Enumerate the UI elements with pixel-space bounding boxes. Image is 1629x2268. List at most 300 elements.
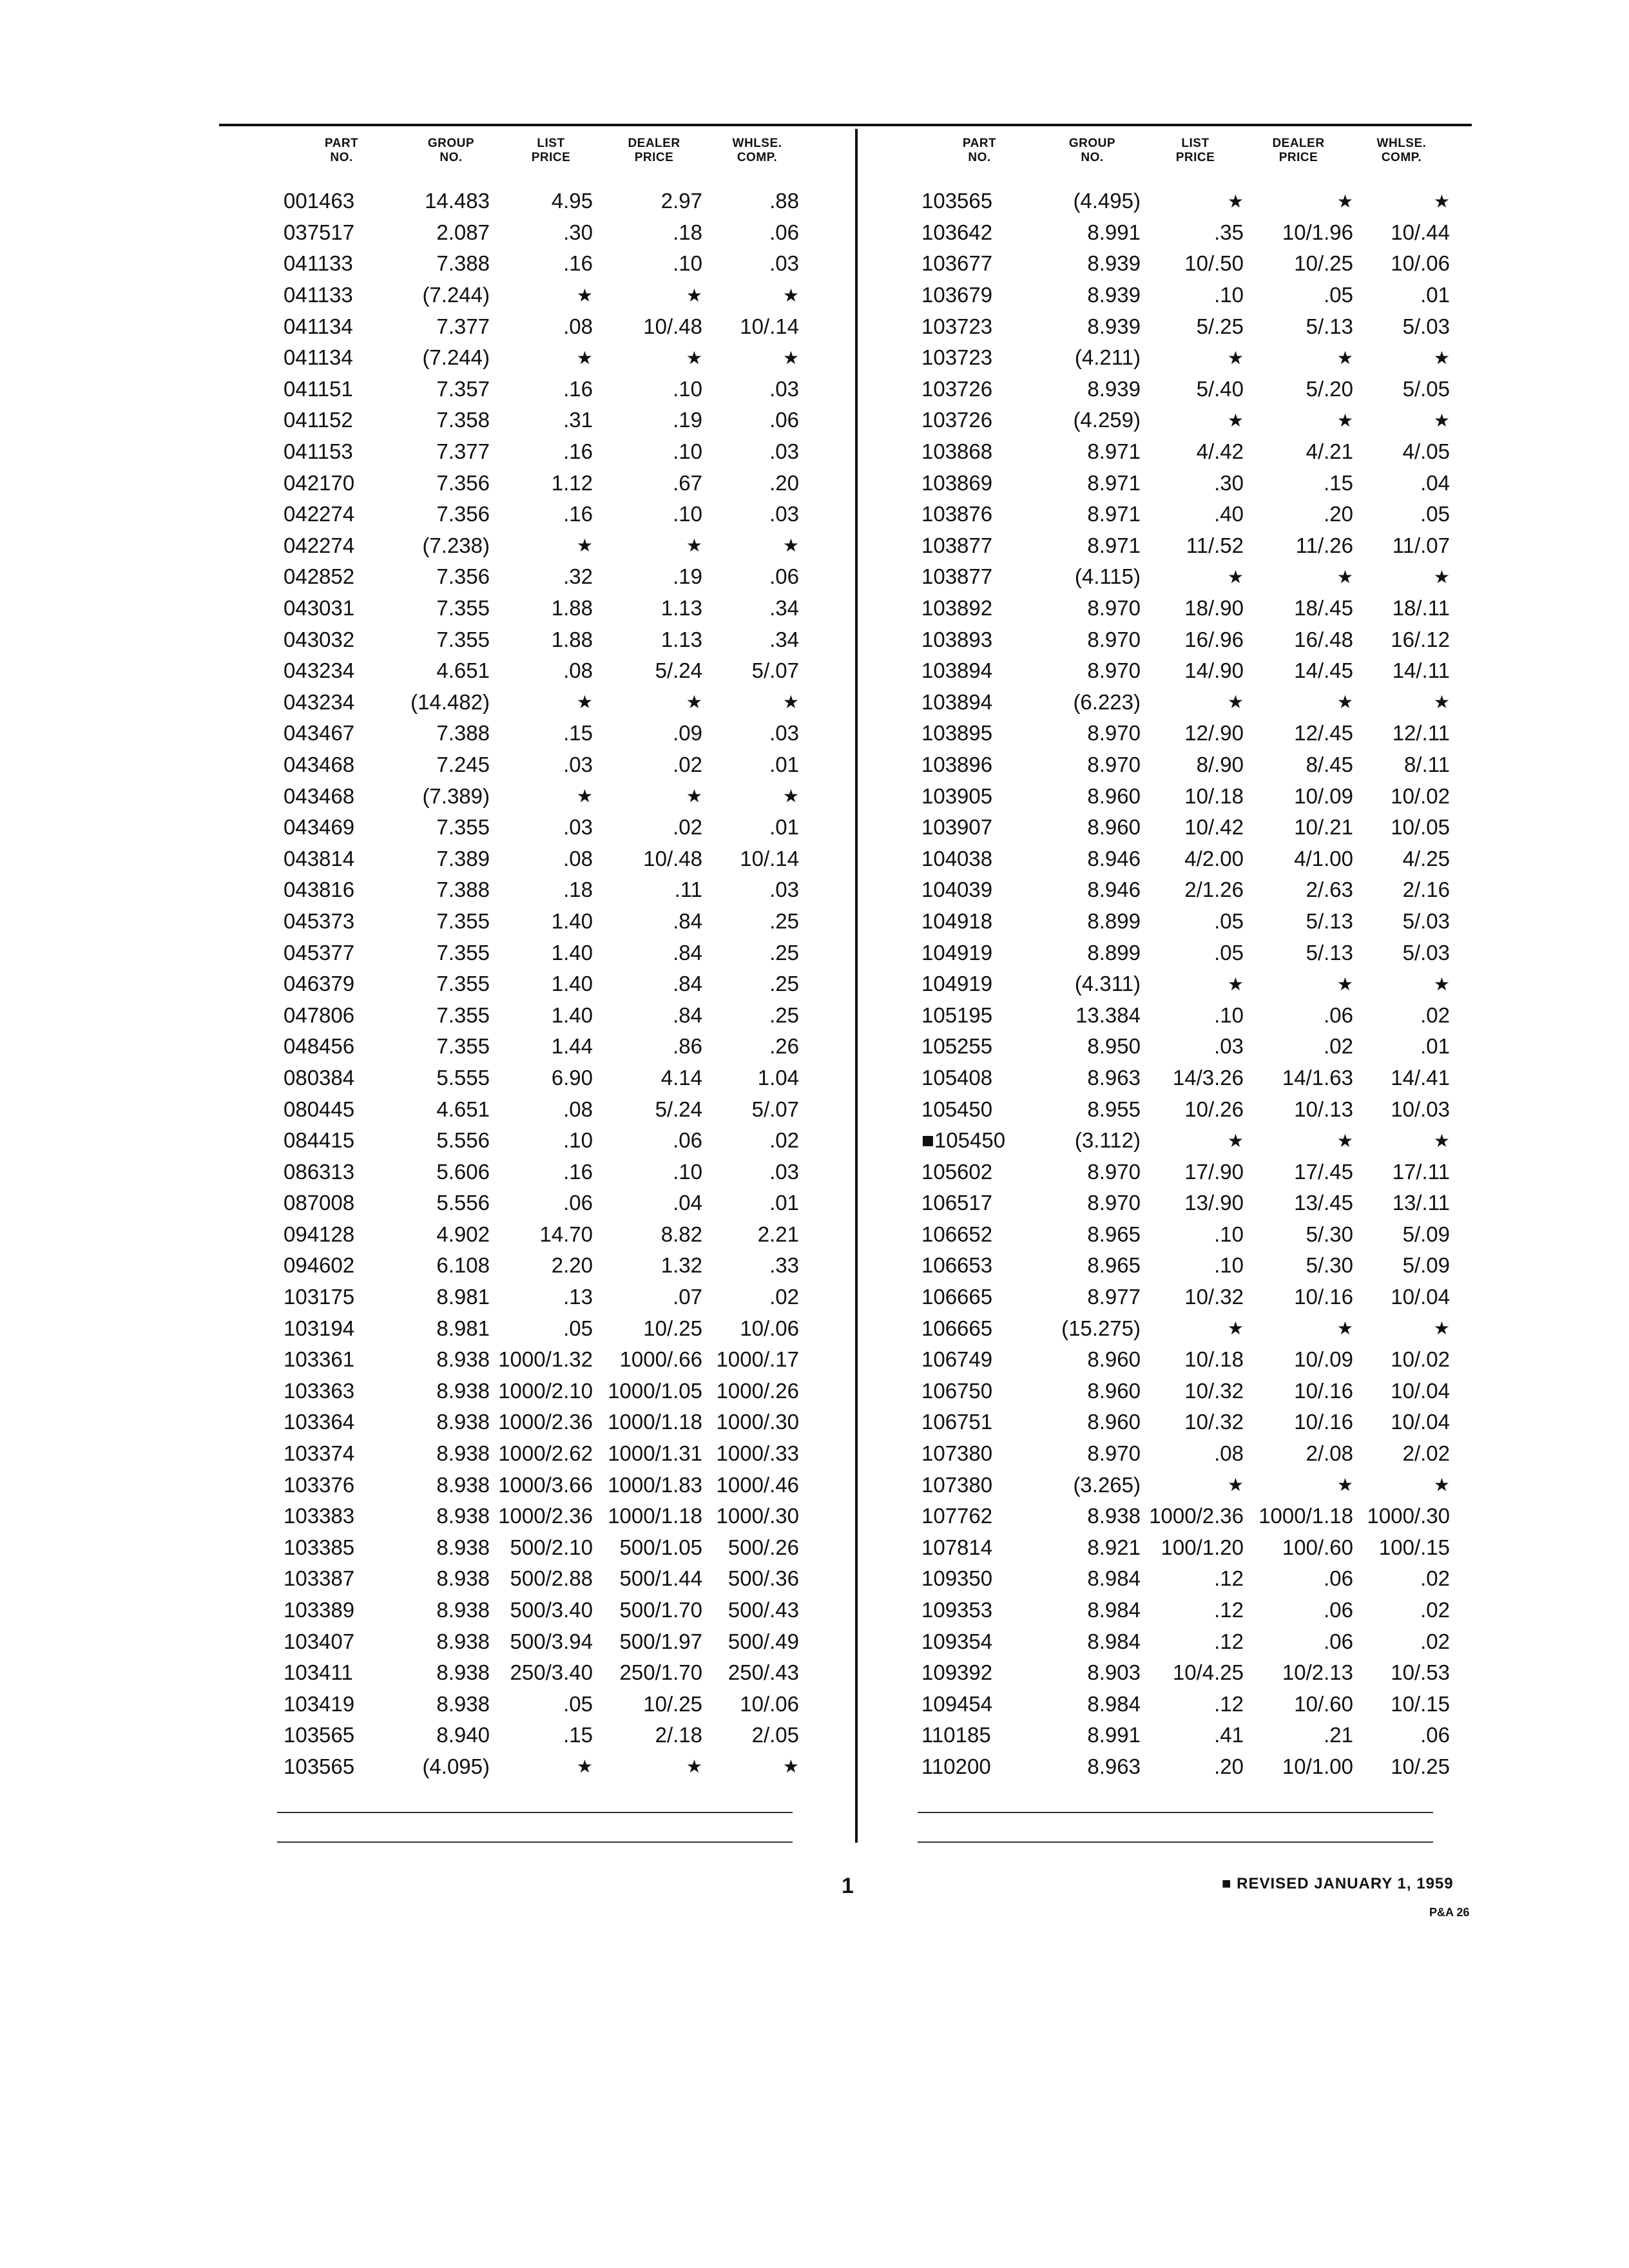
whlse-comp-cell: .06 bbox=[769, 220, 799, 244]
list-price-cell: .30 bbox=[563, 220, 593, 244]
list-price-cell: 10/.18 bbox=[1184, 1347, 1244, 1372]
list-price-cell: ★ bbox=[576, 786, 593, 807]
table-row bbox=[921, 999, 1450, 1031]
table-row bbox=[921, 843, 1450, 874]
dealer-price-cell: 10/.48 bbox=[643, 846, 702, 870]
list-price-cell: .16 bbox=[563, 1159, 593, 1184]
part-no-cell: 103565 bbox=[921, 189, 993, 213]
group-no-cell: 7.355 bbox=[436, 972, 490, 996]
group-no-cell: 8.946 bbox=[1087, 846, 1141, 870]
dealer-price-cell: 5/.24 bbox=[655, 1097, 702, 1121]
whlse-comp-cell: ★ bbox=[1433, 347, 1450, 368]
part-no-cell: 094128 bbox=[284, 1222, 355, 1246]
whlse-comp-cell: .26 bbox=[769, 1034, 799, 1059]
part-no-cell: 042274 bbox=[284, 533, 355, 557]
left-bottom-rule-1 bbox=[277, 1812, 793, 1813]
group-no-cell: 8.938 bbox=[436, 1472, 490, 1497]
list-price-cell: 2.20 bbox=[551, 1253, 593, 1278]
dealer-price-cell: .02 bbox=[673, 815, 702, 840]
dealer-price-cell: 5/.13 bbox=[1306, 314, 1353, 338]
whlse-comp-cell: 17/.11 bbox=[1392, 1159, 1450, 1184]
table-row bbox=[921, 687, 1450, 718]
whlse-comp-cell: .34 bbox=[769, 596, 799, 620]
whlse-comp-cell: 10/.14 bbox=[740, 314, 799, 338]
group-no-cell: 8.938 bbox=[436, 1504, 490, 1528]
part-no-cell: 103896 bbox=[921, 752, 993, 776]
list-price-cell: 4.95 bbox=[551, 189, 593, 213]
dealer-price-cell: 2.97 bbox=[660, 189, 702, 213]
table-row bbox=[284, 1720, 805, 1751]
dealer-price-cell: 500/1.97 bbox=[619, 1629, 702, 1653]
dealer-price-cell: ★ bbox=[1336, 692, 1353, 713]
group-no-cell: 8.970 bbox=[1087, 1441, 1141, 1466]
whlse-comp-cell: 10/.06 bbox=[740, 1691, 799, 1716]
part-no-cell: 043814 bbox=[284, 846, 355, 870]
list-price-cell: ★ bbox=[1227, 191, 1244, 211]
dealer-price-cell: 500/1.44 bbox=[619, 1566, 702, 1591]
list-price-cell: 500/2.88 bbox=[510, 1566, 593, 1591]
group-no-cell: 8.940 bbox=[436, 1723, 490, 1747]
group-no-cell: 8.971 bbox=[1087, 470, 1141, 495]
dealer-price-cell: .06 bbox=[1324, 1566, 1353, 1591]
table-row bbox=[921, 749, 1450, 781]
part-no-cell: 041133 bbox=[284, 251, 353, 276]
part-no-cell: 104918 bbox=[921, 908, 993, 933]
part-no-cell: 043816 bbox=[284, 878, 355, 902]
whlse-comp-cell: 10/.04 bbox=[1391, 1285, 1450, 1309]
dealer-price-cell: 8.82 bbox=[660, 1222, 702, 1246]
table-row bbox=[284, 467, 805, 499]
group-no-cell: 7.358 bbox=[436, 408, 490, 432]
dealer-price-cell: .05 bbox=[1324, 283, 1353, 307]
header-list-price: LIST PRICE bbox=[531, 137, 571, 164]
list-price-cell: 12/.90 bbox=[1184, 721, 1244, 745]
dealer-price-cell: 1.32 bbox=[660, 1253, 702, 1278]
list-price-cell: .03 bbox=[563, 815, 593, 840]
table-row bbox=[284, 436, 805, 468]
list-price-cell: .12 bbox=[1214, 1566, 1244, 1591]
whlse-comp-cell: 1000/.30 bbox=[716, 1410, 799, 1434]
whlse-comp-cell: 1000/.26 bbox=[716, 1378, 799, 1403]
whlse-comp-cell: 11/.07 bbox=[1392, 533, 1450, 557]
whlse-comp-cell: .01 bbox=[769, 1191, 799, 1215]
dealer-price-cell: 500/1.70 bbox=[619, 1598, 702, 1622]
group-no-cell: 8.938 bbox=[1087, 1504, 1141, 1528]
dealer-price-cell: .02 bbox=[1324, 1034, 1353, 1059]
list-price-cell: 1.88 bbox=[551, 627, 593, 651]
part-no-cell: 109454 bbox=[921, 1691, 993, 1716]
dealer-price-cell: 10/.16 bbox=[1294, 1285, 1353, 1309]
group-no-cell: 8.939 bbox=[1087, 283, 1141, 307]
whlse-comp-cell: .20 bbox=[769, 470, 799, 495]
group-no-cell: 7.355 bbox=[436, 815, 490, 840]
dealer-price-cell: .09 bbox=[673, 721, 702, 745]
whlse-comp-cell: 10/.04 bbox=[1391, 1378, 1450, 1403]
group-no-cell: 8.960 bbox=[1087, 1347, 1141, 1372]
left-price-table bbox=[284, 137, 805, 1782]
whlse-comp-cell: 10/.02 bbox=[1391, 783, 1450, 808]
part-no-cell: 048456 bbox=[284, 1034, 355, 1059]
dealer-price-cell: ★ bbox=[1336, 410, 1353, 430]
part-no-cell: 106665 bbox=[921, 1285, 993, 1309]
part-no-cell: 103894 bbox=[921, 658, 993, 683]
table-row bbox=[284, 311, 805, 342]
table-row bbox=[921, 1407, 1450, 1438]
part-no-cell: 106653 bbox=[921, 1253, 993, 1278]
group-no-cell: 5.555 bbox=[436, 1065, 490, 1090]
part-no-cell: 103364 bbox=[284, 1410, 355, 1434]
whlse-comp-cell: .03 bbox=[769, 721, 799, 745]
part-no-cell: 041153 bbox=[284, 439, 353, 464]
part-no-cell: 103194 bbox=[284, 1316, 355, 1340]
dealer-price-cell: 10/.25 bbox=[643, 1316, 702, 1340]
dealer-price-cell: .06 bbox=[1324, 1003, 1353, 1027]
part-no-cell: 110185 bbox=[921, 1723, 991, 1747]
whlse-comp-cell: .25 bbox=[769, 1003, 799, 1027]
list-price-cell: 10/4.25 bbox=[1172, 1660, 1244, 1685]
whlse-comp-cell: ★ bbox=[1433, 191, 1450, 211]
group-no-cell: 8.970 bbox=[1087, 658, 1141, 683]
part-no-cell: 103677 bbox=[921, 251, 993, 276]
whlse-comp-cell: ★ bbox=[782, 692, 799, 713]
top-rule bbox=[219, 124, 1472, 126]
part-no-cell: 103383 bbox=[284, 1504, 355, 1528]
dealer-price-cell: 1000/1.83 bbox=[608, 1472, 702, 1497]
group-no-cell: 7.389 bbox=[436, 846, 490, 870]
list-price-cell: 1000/1.32 bbox=[498, 1347, 593, 1372]
table-row bbox=[284, 1031, 805, 1062]
part-no-cell: 080384 bbox=[284, 1065, 355, 1090]
table-row bbox=[284, 937, 805, 968]
part-no-cell: 105450 bbox=[921, 1097, 993, 1121]
whlse-comp-cell: .06 bbox=[769, 408, 799, 432]
dealer-price-cell: 5/.30 bbox=[1306, 1222, 1353, 1246]
dealer-price-cell: ★ bbox=[686, 786, 702, 807]
part-no-cell: 041134 bbox=[284, 314, 353, 338]
group-no-cell: 8.977 bbox=[1087, 1285, 1141, 1309]
dealer-price-cell: .67 bbox=[673, 470, 702, 495]
group-no-cell: 8.939 bbox=[1087, 251, 1141, 276]
group-no-cell: 8.938 bbox=[436, 1410, 490, 1434]
table-row bbox=[284, 593, 805, 624]
part-no-cell: 103894 bbox=[921, 689, 993, 714]
list-price-cell: 8/.90 bbox=[1196, 752, 1244, 776]
group-no-cell: 7.355 bbox=[436, 1034, 490, 1059]
group-no-cell: 7.377 bbox=[436, 439, 490, 464]
whlse-comp-cell: .33 bbox=[769, 1253, 799, 1278]
part-no-cell: 103723 bbox=[921, 314, 993, 338]
dealer-price-cell: 2/.18 bbox=[655, 1723, 702, 1747]
whlse-comp-cell: 1.04 bbox=[757, 1065, 799, 1090]
part-no-cell: 037517 bbox=[284, 220, 355, 244]
list-price-cell: .12 bbox=[1214, 1629, 1244, 1653]
whlse-comp-cell: 5/.03 bbox=[1402, 314, 1450, 338]
group-no-cell: 2.087 bbox=[436, 220, 490, 244]
list-price-cell: 500/3.40 bbox=[510, 1598, 593, 1622]
dealer-price-cell: 5/.20 bbox=[1306, 376, 1353, 401]
table-row bbox=[284, 687, 805, 718]
dealer-price-cell: 5/.13 bbox=[1306, 908, 1353, 933]
dealer-price-cell: .19 bbox=[673, 564, 702, 589]
part-no-cell: 106652 bbox=[921, 1222, 993, 1246]
group-no-cell: 8.938 bbox=[436, 1660, 490, 1685]
left-table-body bbox=[284, 186, 805, 1782]
dealer-price-cell: 1000/1.18 bbox=[608, 1504, 702, 1528]
header-part-no: PART NO. bbox=[962, 137, 997, 164]
dealer-price-cell: .11 bbox=[674, 878, 702, 902]
part-no-cell: 103419 bbox=[284, 1691, 355, 1716]
table-row bbox=[921, 1563, 1450, 1595]
group-no-cell: 8.938 bbox=[436, 1378, 490, 1403]
part-no-cell: 103869 bbox=[921, 470, 993, 495]
group-no-cell: 7.388 bbox=[436, 878, 490, 902]
whlse-comp-cell: 14/.41 bbox=[1391, 1065, 1450, 1090]
list-price-cell: 10/.32 bbox=[1184, 1378, 1244, 1403]
part-no-cell: 105602 bbox=[921, 1159, 993, 1184]
table-row bbox=[284, 1062, 805, 1094]
group-no-cell: (4.115) bbox=[1074, 564, 1141, 589]
dealer-price-cell: 10/2.13 bbox=[1282, 1660, 1353, 1685]
dealer-price-cell: 18/.45 bbox=[1294, 596, 1353, 620]
header-whlse-comp: WHLSE. COMP. bbox=[1376, 137, 1427, 164]
list-price-cell: 1000/2.36 bbox=[1149, 1504, 1244, 1528]
group-no-cell: 7.356 bbox=[436, 564, 490, 589]
whlse-comp-cell: 5/.03 bbox=[1402, 940, 1450, 965]
part-no-cell: 103877 bbox=[921, 533, 993, 557]
part-no-cell: 094602 bbox=[284, 1253, 355, 1278]
whlse-comp-cell: .06 bbox=[1420, 1723, 1450, 1747]
list-price-cell: .05 bbox=[563, 1316, 593, 1340]
whlse-comp-cell: 10/.06 bbox=[740, 1316, 799, 1340]
dealer-price-cell: .10 bbox=[673, 376, 702, 401]
dealer-price-cell: 10/.25 bbox=[643, 1691, 702, 1716]
part-no-cell: 041134 bbox=[284, 345, 353, 370]
part-no-cell: 103361 bbox=[284, 1347, 355, 1372]
table-row bbox=[921, 186, 1450, 217]
whlse-comp-cell: ★ bbox=[1433, 974, 1450, 994]
whlse-comp-cell: 2/.16 bbox=[1402, 878, 1450, 902]
table-row bbox=[921, 1344, 1450, 1376]
group-no-cell: 8.939 bbox=[1087, 376, 1141, 401]
group-no-cell: (4.311) bbox=[1074, 972, 1141, 996]
part-no-cell: 103565 bbox=[284, 1723, 355, 1747]
page-number: 1 bbox=[842, 1874, 854, 1898]
table-row bbox=[921, 1187, 1450, 1219]
dealer-price-cell: ★ bbox=[1336, 1130, 1353, 1151]
group-no-cell: 4.902 bbox=[436, 1222, 490, 1246]
table-row bbox=[921, 1438, 1450, 1470]
table-row bbox=[284, 843, 805, 874]
group-no-cell: 4.651 bbox=[436, 658, 490, 683]
list-price-cell: 11/.52 bbox=[1186, 533, 1244, 557]
table-row bbox=[921, 1156, 1450, 1187]
part-no-cell: 106751 bbox=[921, 1410, 993, 1434]
table-row bbox=[284, 561, 805, 593]
part-no-cell: 043031 bbox=[284, 596, 355, 620]
part-no-cell: 104919 bbox=[921, 940, 993, 965]
part-no-cell: 001463 bbox=[284, 189, 355, 213]
table-row bbox=[284, 749, 805, 781]
part-no-cell: 103907 bbox=[921, 815, 993, 840]
group-no-cell: 8.938 bbox=[436, 1441, 490, 1466]
group-no-cell: 8.981 bbox=[436, 1316, 490, 1340]
dealer-price-cell: .06 bbox=[1324, 1598, 1353, 1622]
part-no-cell: 106749 bbox=[921, 1347, 993, 1372]
whlse-comp-cell: .02 bbox=[1420, 1598, 1450, 1622]
group-no-cell: 7.356 bbox=[436, 470, 490, 495]
revised-note: ■ REVISED JANUARY 1, 1959 bbox=[1222, 1875, 1454, 1892]
dealer-price-cell: .10 bbox=[673, 1159, 702, 1184]
dealer-price-cell: ★ bbox=[1336, 1475, 1353, 1495]
table-row bbox=[921, 1031, 1450, 1062]
whlse-comp-cell: .25 bbox=[769, 940, 799, 965]
whlse-comp-cell: .01 bbox=[1420, 1034, 1450, 1059]
list-price-cell: .30 bbox=[1214, 470, 1244, 495]
list-price-cell: .15 bbox=[563, 1723, 593, 1747]
whlse-comp-cell: .02 bbox=[1420, 1629, 1450, 1653]
whlse-comp-cell: .03 bbox=[769, 878, 799, 902]
list-price-cell: .10 bbox=[1214, 1253, 1244, 1278]
part-no-cell: 103363 bbox=[284, 1378, 355, 1403]
table-row bbox=[284, 280, 805, 311]
list-price-cell: 250/3.40 bbox=[510, 1660, 593, 1685]
part-no-cell: 103892 bbox=[921, 596, 993, 620]
header-dealer-price: DEALER PRICE bbox=[1272, 137, 1325, 164]
part-no-cell: 109350 bbox=[921, 1566, 993, 1591]
part-no-cell: 107380 bbox=[921, 1441, 993, 1466]
dealer-price-cell: 1000/1.18 bbox=[1258, 1504, 1353, 1528]
part-no-cell: 103385 bbox=[284, 1535, 355, 1559]
part-no-cell: 103726 bbox=[921, 376, 993, 401]
group-no-cell: 8.963 bbox=[1087, 1754, 1141, 1778]
right-table-body bbox=[921, 186, 1450, 1782]
table-row bbox=[921, 311, 1450, 342]
part-no-cell: 042170 bbox=[284, 470, 355, 495]
dealer-price-cell: 12/.45 bbox=[1294, 721, 1353, 745]
part-no-cell: 105408 bbox=[921, 1065, 993, 1090]
list-price-cell: 10/.26 bbox=[1184, 1097, 1244, 1121]
table-row bbox=[284, 405, 805, 436]
group-no-cell: (6.223) bbox=[1073, 689, 1141, 714]
part-no-cell: 086313 bbox=[284, 1159, 355, 1184]
whlse-comp-cell: 10/.53 bbox=[1391, 1660, 1450, 1685]
table-row bbox=[921, 1626, 1450, 1657]
dealer-price-cell: 5/.13 bbox=[1306, 940, 1353, 965]
table-row bbox=[921, 1657, 1450, 1689]
part-no-cell: 103905 bbox=[921, 783, 993, 808]
part-no-cell: 103723 bbox=[921, 345, 993, 370]
part-no-cell: 105255 bbox=[921, 1034, 993, 1059]
list-price-cell: .16 bbox=[563, 376, 593, 401]
group-no-cell: 8.938 bbox=[436, 1598, 490, 1622]
dealer-price-cell: 14/1.63 bbox=[1282, 1065, 1353, 1090]
list-price-cell: 1.40 bbox=[551, 972, 593, 996]
dealer-price-cell: 17/.45 bbox=[1294, 1159, 1353, 1184]
list-price-cell: ★ bbox=[1227, 410, 1244, 430]
table-row bbox=[921, 217, 1450, 249]
group-no-cell: 8.991 bbox=[1087, 1723, 1141, 1747]
whlse-comp-cell: .01 bbox=[769, 752, 799, 776]
dealer-price-cell: 500/1.05 bbox=[619, 1535, 702, 1559]
list-price-cell: 18/.90 bbox=[1184, 596, 1244, 620]
part-no-cell: 103642 bbox=[921, 220, 993, 244]
list-price-cell: .08 bbox=[563, 846, 593, 870]
list-price-cell: .03 bbox=[1214, 1034, 1244, 1059]
list-price-cell: .05 bbox=[1214, 908, 1244, 933]
list-price-cell: ★ bbox=[576, 347, 593, 368]
table-row bbox=[921, 1062, 1450, 1094]
table-row bbox=[921, 530, 1450, 562]
list-price-cell: 1000/3.66 bbox=[498, 1472, 593, 1497]
part-no-cell: 041151 bbox=[284, 376, 353, 401]
whlse-comp-cell: 10/.03 bbox=[1391, 1097, 1450, 1121]
table-row bbox=[284, 1219, 805, 1251]
whlse-comp-cell: ★ bbox=[1433, 566, 1450, 587]
part-no-cell: 106665 bbox=[921, 1316, 993, 1340]
group-no-cell: 8.938 bbox=[436, 1347, 490, 1372]
part-no-cell: 103868 bbox=[921, 439, 993, 464]
table-row bbox=[284, 1595, 805, 1626]
dealer-price-cell: .84 bbox=[673, 972, 702, 996]
group-no-cell: 8.960 bbox=[1087, 1410, 1141, 1434]
dealer-price-cell: .07 bbox=[673, 1285, 702, 1309]
table-row bbox=[921, 1376, 1450, 1407]
list-price-cell: .06 bbox=[563, 1191, 593, 1215]
list-price-cell: .16 bbox=[563, 502, 593, 526]
table-row bbox=[284, 1469, 805, 1501]
group-no-cell: 8.970 bbox=[1087, 752, 1141, 776]
table-row bbox=[921, 1312, 1450, 1344]
right-bottom-rule-1 bbox=[918, 1812, 1433, 1813]
right-bottom-rule-2 bbox=[918, 1841, 1433, 1843]
dealer-price-cell: .02 bbox=[673, 752, 702, 776]
group-no-cell: 8.899 bbox=[1087, 940, 1141, 965]
group-no-cell: 8.938 bbox=[436, 1566, 490, 1591]
group-no-cell: 8.903 bbox=[1087, 1660, 1141, 1685]
list-price-cell: 10/.32 bbox=[1184, 1285, 1244, 1309]
list-price-cell: 16/.96 bbox=[1184, 627, 1244, 651]
dealer-price-cell: .84 bbox=[673, 1003, 702, 1027]
table-row bbox=[921, 1751, 1450, 1783]
table-row bbox=[284, 906, 805, 937]
list-price-cell: .08 bbox=[563, 658, 593, 683]
list-price-cell: .16 bbox=[563, 251, 593, 276]
dealer-price-cell: ★ bbox=[1336, 191, 1353, 211]
whlse-comp-cell: 500/.43 bbox=[728, 1598, 799, 1622]
dealer-price-cell: ★ bbox=[1336, 974, 1353, 994]
group-no-cell: 13.384 bbox=[1075, 1003, 1141, 1027]
whlse-comp-cell: ★ bbox=[782, 347, 799, 368]
list-price-cell: .10 bbox=[1214, 1003, 1244, 1027]
part-no-cell: 103726 bbox=[921, 408, 993, 432]
table-row bbox=[284, 999, 805, 1031]
dealer-price-cell: .06 bbox=[673, 1128, 702, 1153]
group-no-cell: 7.355 bbox=[436, 596, 490, 620]
group-no-cell: 4.651 bbox=[436, 1097, 490, 1121]
table-row bbox=[921, 780, 1450, 812]
whlse-comp-cell: 250/.43 bbox=[728, 1660, 799, 1685]
whlse-comp-cell: ★ bbox=[782, 285, 799, 305]
group-no-cell: 14.483 bbox=[425, 189, 490, 213]
list-price-cell: .05 bbox=[563, 1691, 593, 1716]
list-price-cell: 10/.32 bbox=[1184, 1410, 1244, 1434]
table-row bbox=[921, 1689, 1450, 1720]
list-price-cell: 10/.50 bbox=[1184, 251, 1244, 276]
dealer-price-cell: 4/1.00 bbox=[1294, 846, 1353, 870]
document-code: P&A 26 bbox=[1429, 1906, 1470, 1919]
whlse-comp-cell: .04 bbox=[1420, 470, 1450, 495]
table-row bbox=[284, 718, 805, 749]
